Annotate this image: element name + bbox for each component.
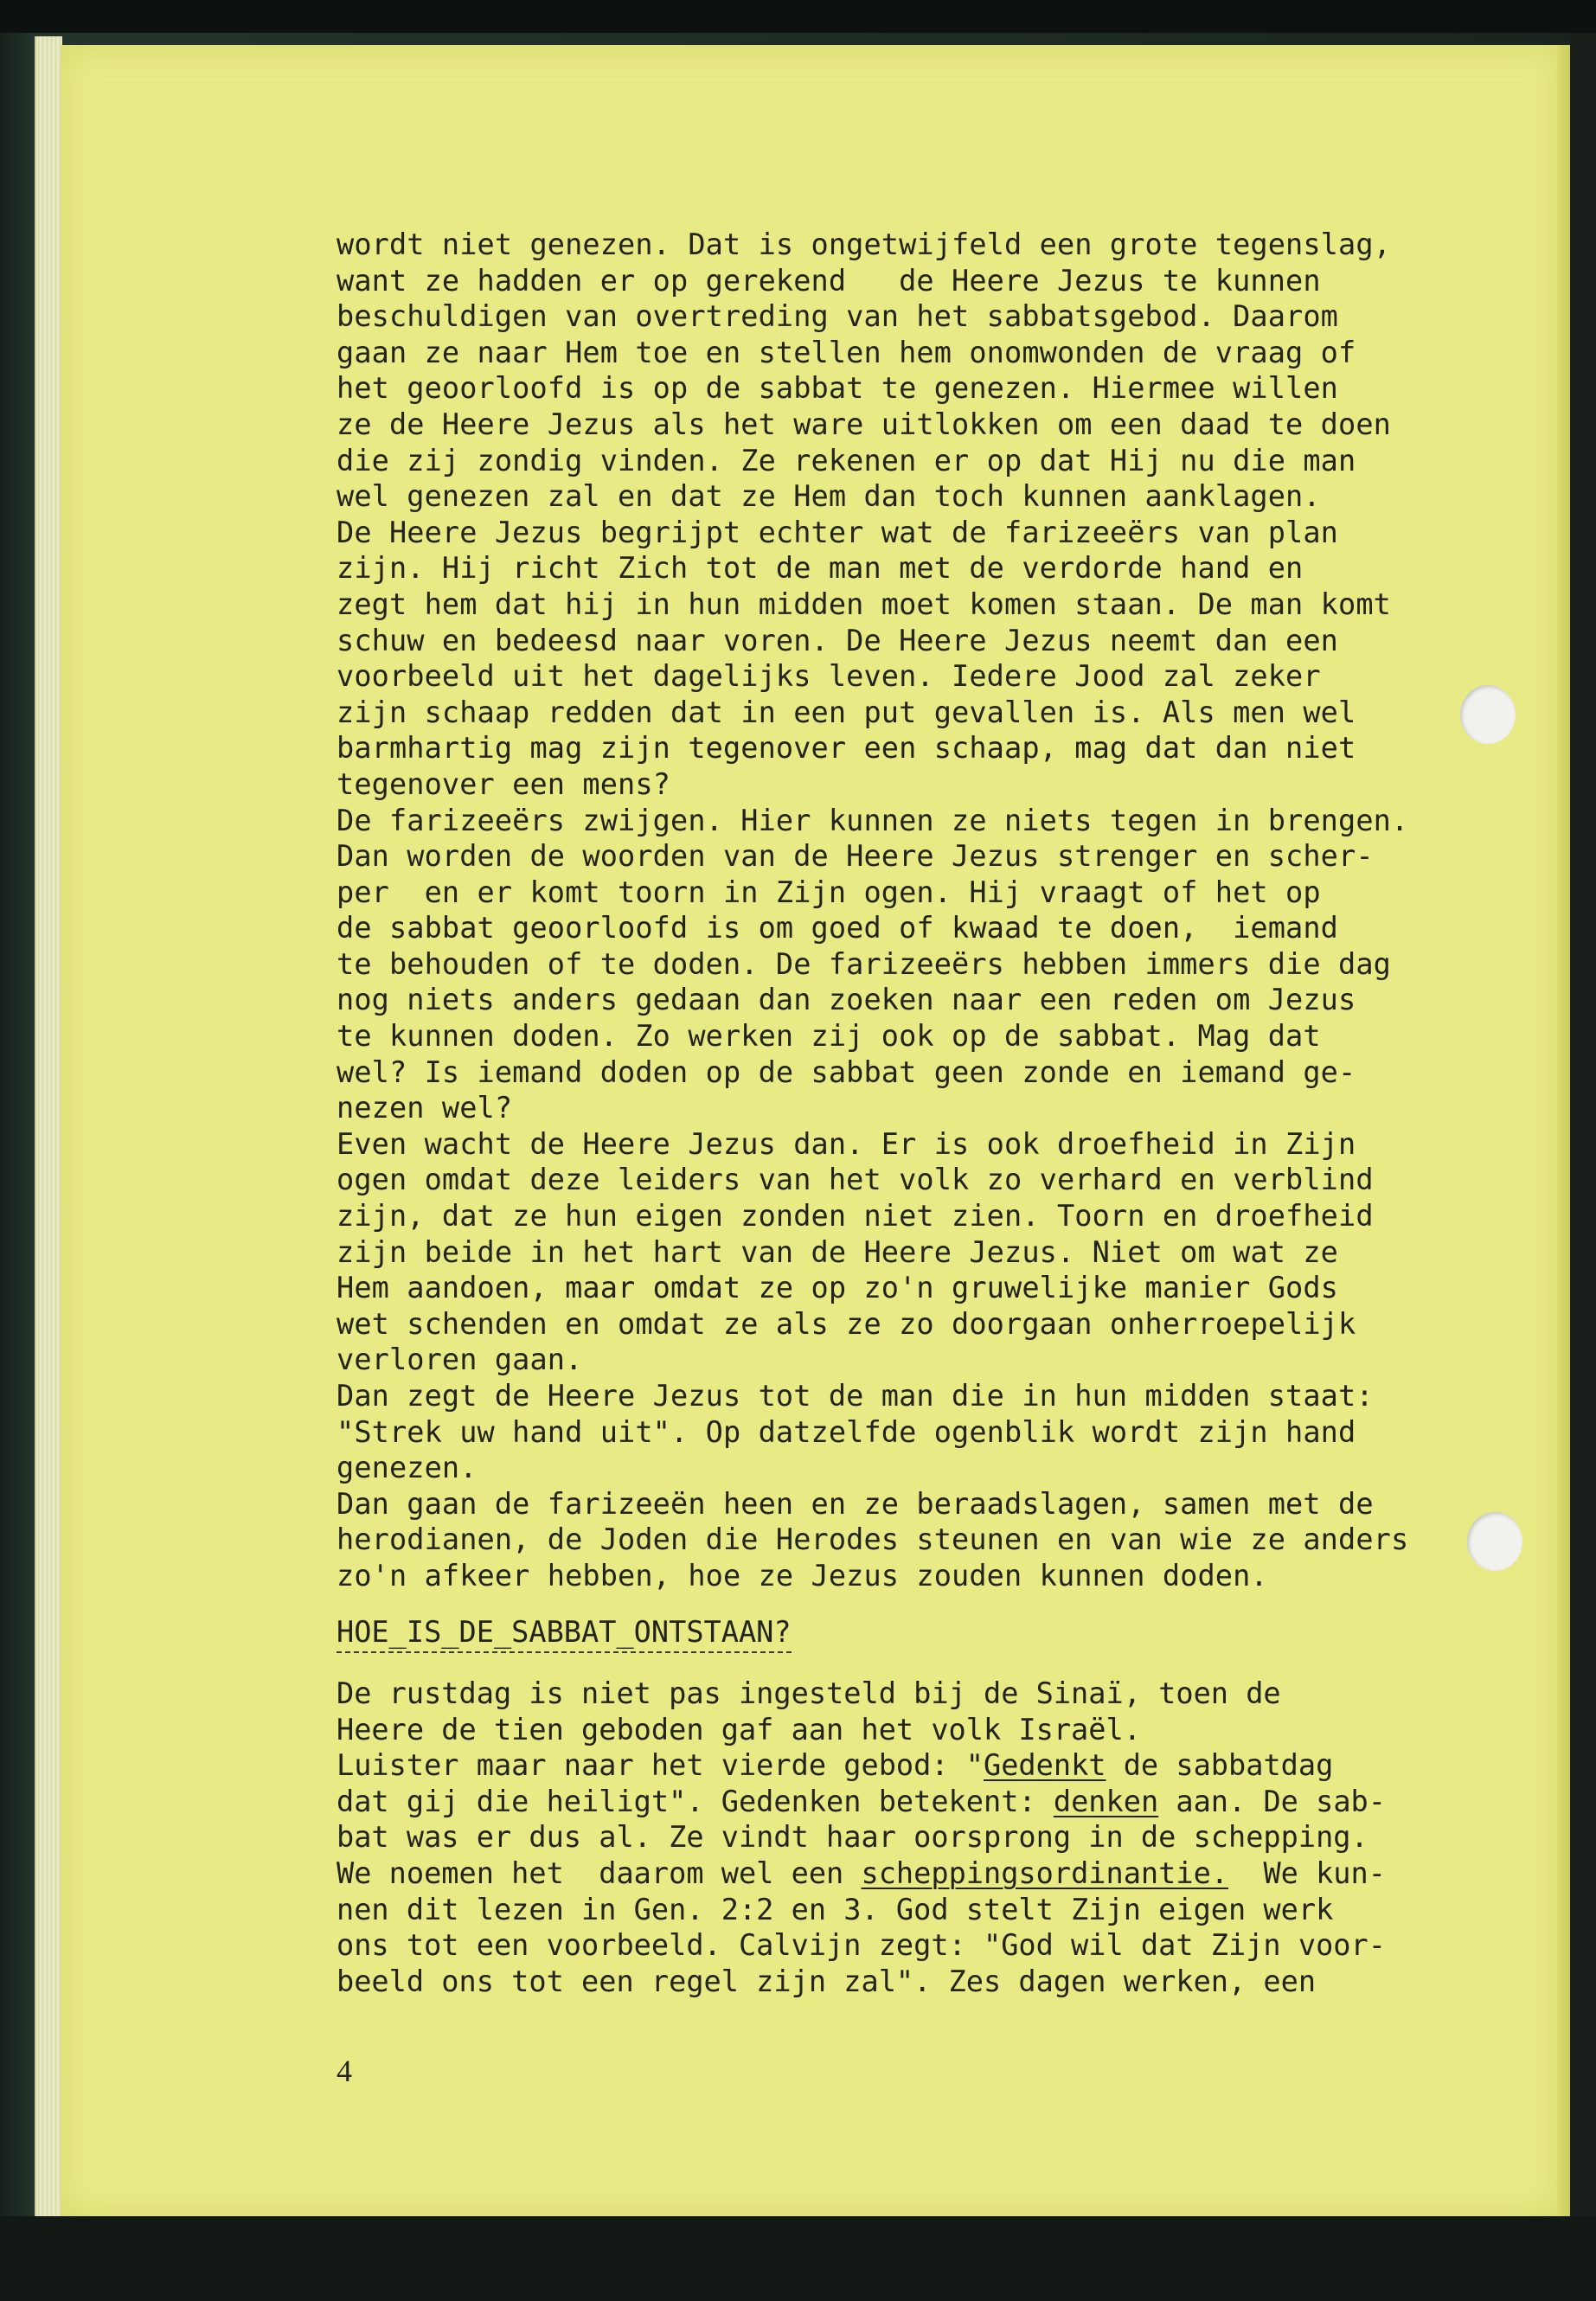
text-fragment: de sabbatdag [1106, 1748, 1334, 1783]
text-line: "Strek uw hand uit". Op datzelfde ogenblik wordt zijn hand [337, 1414, 1356, 1449]
text-line: beschuldigen van overtreding van het sabbatsgebod. Daarom [337, 299, 1338, 334]
text-fragment: aan. De sab- [1158, 1784, 1386, 1818]
text-line: zijn, dat ze hun eigen zonden niet zien. Toorn en droefheid [337, 1199, 1374, 1234]
text-line: Dan zegt de Heere Jezus tot de man die in hun midden staat: [337, 1379, 1374, 1413]
text-line: Dan gaan de farizeeën heen en ze beraadslagen, samen met de [337, 1486, 1374, 1521]
underlined-word-denken: denken [1053, 1784, 1159, 1818]
text-line: te kunnen doden. Zo werken zij ook op de sabbat. Mag dat [337, 1019, 1321, 1054]
page-right-edge [1557, 45, 1571, 2216]
text-line: nezen wel? [337, 1091, 513, 1125]
text-fragment: We kun- [1228, 1856, 1386, 1890]
text-line: De farizeeërs zwijgen. Hier kunnen ze niets tegen in brengen. [337, 803, 1409, 837]
text-line: zo'n afkeer hebben, hoe ze Jezus zouden kunnen doden. [337, 1558, 1268, 1593]
binder-spine [1570, 33, 1596, 2265]
text-line: zijn beide in het hart van de Heere Jezus. Niet om wat ze [337, 1234, 1338, 1269]
text-line: ons tot een voorbeeld. Calvijn zegt: "God wil dat Zijn voor- [337, 1928, 1386, 1963]
underlined-word-scheppingsordinantie: scheppingsordinantie. [861, 1856, 1229, 1890]
text-line: die zij zondig vinden. Ze rekenen er op dat Hij nu die man [337, 443, 1356, 478]
text-line: te behouden of te doden. De farizeeërs hebben immers die dag [337, 946, 1391, 981]
text-line: zijn schaap redden dat in een put gevallen is. Als men wel [337, 695, 1356, 729]
text-line: de sabbat geoorloofd is om goed of kwaad te doen, iemand [337, 911, 1338, 945]
text-line: want ze hadden er op gerekend de Heere Jezus te kunnen [337, 263, 1321, 298]
page-stack-edge [35, 36, 62, 2216]
text-line: wel genezen zal en dat ze Hem dan toch kunnen aanklagen. [337, 479, 1321, 514]
text-fragment: dat gij die heiligt". Gedenken betekent: [337, 1784, 1054, 1818]
text-line: wel? Is iemand doden op de sabbat geen zonde en iemand ge- [337, 1054, 1356, 1089]
text-line: ze de Heere Jezus als het ware uitlokken om een daad te doen [337, 407, 1391, 441]
text-line: bat was er dus al. Ze vindt haar oorsprong in de schepping. [337, 1820, 1368, 1855]
text-line: Heere de tien geboden gaf aan het volk Israël. [337, 1712, 1141, 1747]
page-number: 4 [337, 2054, 352, 2088]
text-line: ogen omdat deze leiders van het volk zo verhard en verblind [337, 1163, 1374, 1197]
text-line: schuw en bedeesd naar voren. De Heere Jezus neemt dan een [337, 623, 1338, 657]
text-line: het geoorloofd is op de sabbat te genezen. Hiermee willen [337, 371, 1338, 406]
text-line: Even wacht de Heere Jezus dan. Er is ook droefheid in Zijn [337, 1126, 1356, 1161]
text-line: herodianen, de Joden die Herodes steunen en van wie ze anders [337, 1522, 1409, 1557]
text-line: Dan worden de woorden van de Heere Jezus strenger en scher- [337, 839, 1374, 874]
text-line: Hem aandoen, maar omdat ze op zo'n gruwelijke manier Gods [337, 1271, 1338, 1305]
body-text [337, 227, 1487, 1594]
text-line: genezen. [337, 1451, 478, 1485]
text-line: voorbeeld uit het dagelijks leven. Iedere Jood zal zeker [337, 659, 1321, 694]
text-line: tegenover een mens? [337, 766, 670, 801]
text-line: zegt hem dat hij in hun midden moet komen staan. De man komt [337, 586, 1391, 621]
text-line: nog niets anders gedaan dan zoeken naar een reden om Jezus [337, 983, 1356, 1017]
text-line: verloren gaan. [337, 1343, 583, 1377]
text-line: nen dit lezen in Gen. 2:2 en 3. God stelt Zijn eigen werk [337, 1892, 1334, 1926]
text-line: De Heere Jezus begrijpt echter wat de farizeeërs van plan [337, 515, 1338, 549]
text-line: barmhartig mag zijn tegenover een schaap, mag dat dan niet [337, 731, 1356, 766]
text-line: wet schenden en omdat ze als ze zo doorgaan onherroepelijk [337, 1306, 1356, 1341]
text-line: zijn. Hij richt Zich tot de man met de verdorde hand en [337, 551, 1304, 586]
text-line: beeld ons tot een regel zijn zal". Zes dagen werken, een [337, 1964, 1317, 1998]
text-fragment: We noemen het daarom wel een [337, 1856, 862, 1890]
scan-bottom-border [0, 2216, 1596, 2301]
text-fragment: Luister maar naar het vierde gebod: " [337, 1748, 984, 1783]
section-body-text [337, 1676, 1487, 1999]
text-line [337, 1747, 1487, 1784]
section-heading: HOE_IS_DE_SABBAT_ONTSTAAN? [337, 1614, 792, 1653]
text-line: De rustdag is niet pas ingesteld bij de Sinaï, toen de [337, 1676, 1281, 1710]
text-line [337, 1856, 1487, 1892]
text-line [337, 1784, 1487, 1820]
underlined-word-gedenkt: Gedenkt [983, 1748, 1106, 1783]
scan-top-border [0, 0, 1596, 33]
text-line: wordt niet genezen. Dat is ongetwijfeld een grote tegenslag, [337, 228, 1391, 261]
text-line: per en er komt toorn in Zijn ogen. Hij vraagt of het op [337, 875, 1321, 909]
text-line: gaan ze naar Hem toe en stellen hem onomwonden de vraag of [337, 335, 1356, 369]
